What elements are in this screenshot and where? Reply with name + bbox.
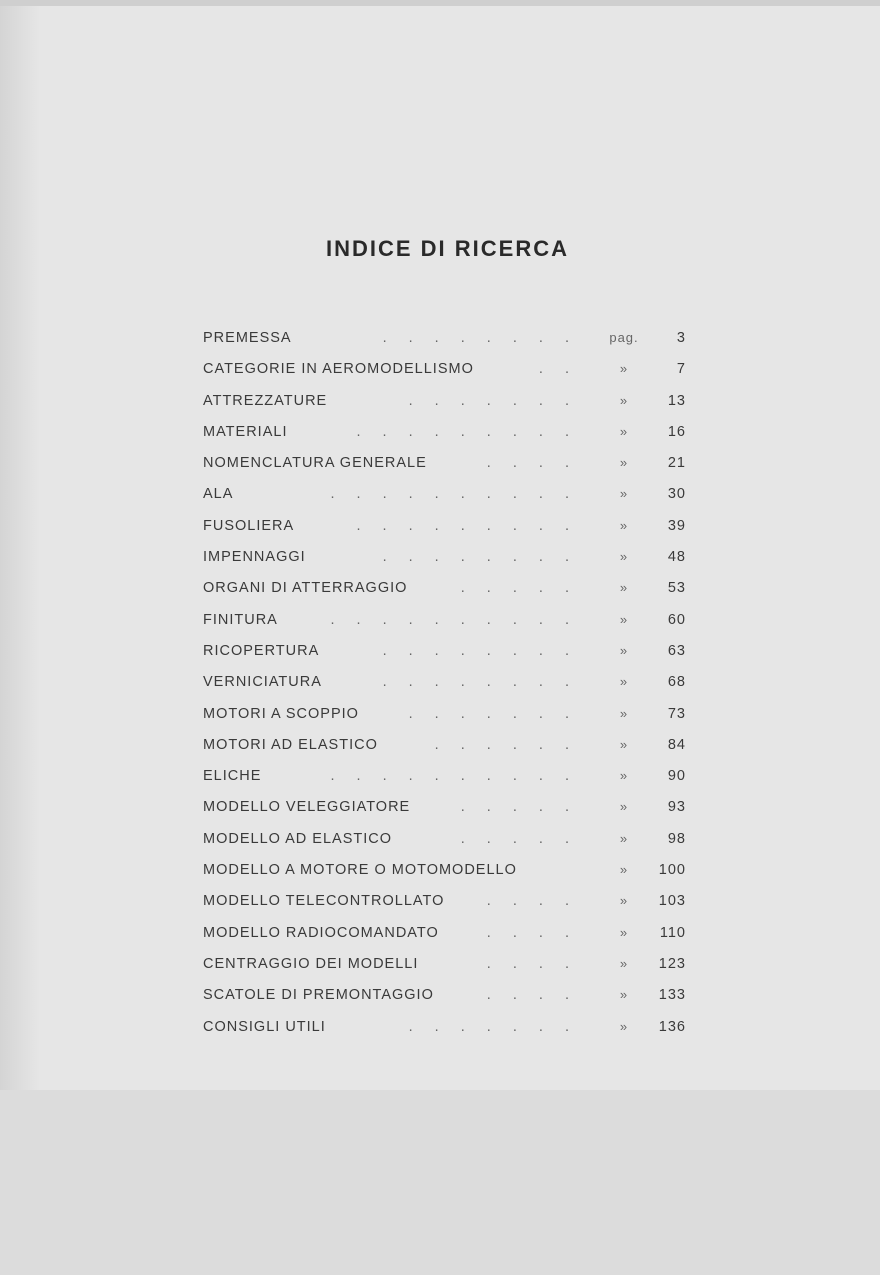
page-number: 16 [667,423,686,440]
leader-dots: . . . . . . . [408,392,578,409]
leader-dots: . . . . . . . [408,1018,578,1035]
page-number: 136 [658,1018,686,1035]
leader-dots: . . [538,361,578,378]
page-marker: » [619,392,629,408]
toc-entry [203,580,686,611]
toc-entry [203,393,686,424]
entry-label: ELICHE [203,768,262,785]
leader-dots: . . . . . . . . . . [330,611,578,628]
page-marker: » [619,830,629,846]
page-number: 30 [667,486,686,503]
page-number: 60 [667,611,686,628]
leader-dots: . . . . . . . . . [356,423,578,440]
entry-label: RICOPERTURA [203,642,320,659]
page-marker: » [619,862,629,878]
page-marker: » [619,893,629,909]
page-marker: pag. [609,330,639,345]
entry-label: MODELLO A MOTORE O MOTOMODELLO [203,862,517,879]
page-marker: » [619,1018,629,1034]
entry-label: MODELLO AD ELASTICO [203,830,393,847]
page-top-edge [0,0,880,6]
page-marker: » [619,674,629,690]
entry-label: MODELLO VELEGGIATORE [203,799,411,816]
page-marker: » [619,987,629,1003]
toc-entry [203,956,686,987]
page-bottom-shadow [0,1090,880,1275]
page-number: 93 [667,799,686,816]
entry-label: IMPENNAGGI [203,549,306,566]
toc-entry [203,643,686,674]
leader-dots: . . . . [486,955,578,972]
page-number: 63 [667,642,686,659]
leader-dots: . . . . . . . . [382,330,578,346]
table-of-contents [203,330,686,1050]
toc-entry [203,768,686,799]
page-marker: » [619,455,629,471]
page-number: 3 [676,330,686,346]
leader-dots: . . . . . [460,580,578,597]
toc-entry [203,831,686,862]
entry-label: MOTORI A SCOPPIO [203,705,359,722]
entry-label: CONSIGLI UTILI [203,1018,326,1035]
page-number: 48 [667,549,686,566]
page-number: 110 [659,924,686,941]
page-marker: » [619,705,629,721]
page-number: 68 [667,674,686,691]
page-marker: » [619,580,629,596]
page-marker: » [619,642,629,658]
page-number: 133 [658,987,686,1004]
entry-label: VERNICIATURA [203,674,322,691]
page-edge-shadow [0,0,40,1275]
page-marker: » [619,611,629,627]
page-number: 13 [667,392,686,409]
page-marker: » [619,955,629,971]
page-marker: » [619,486,629,502]
leader-dots: . . . . [486,893,578,910]
toc-entry [203,361,686,392]
entry-label: CENTRAGGIO DEI MODELLI [203,955,419,972]
toc-entry [203,862,686,893]
entry-label: MODELLO RADIOCOMANDATO [203,924,439,941]
page-number: 39 [667,517,686,534]
page-marker: » [619,517,629,533]
leader-dots: . . . . . . [434,736,578,753]
leader-dots: . . . . . [460,830,578,847]
toc-entry [203,486,686,517]
entry-label: MATERIALI [203,423,288,440]
leader-dots: . . . . . . . . [382,549,578,566]
page-marker: » [619,736,629,752]
toc-entry [203,612,686,643]
page-number: 7 [676,361,686,378]
leader-dots: . . . . . . . . . [356,517,578,534]
toc-entry [203,455,686,486]
page-marker: » [619,549,629,565]
page-number: 73 [667,705,686,722]
page-marker: » [619,799,629,815]
leader-dots: . . . . . . . . [382,674,578,691]
leader-dots: . . . . . . . . [382,642,578,659]
page-number: 100 [658,862,686,879]
toc-entry [203,518,686,549]
toc-entry [203,330,686,361]
leader-dots: . . . . [486,987,578,1004]
leader-dots: . . . . . . . . . . [330,486,578,503]
leader-dots: . . . . [486,455,578,472]
toc-entry [203,987,686,1018]
entry-label: ALA [203,486,234,503]
leader-dots: . . . . [486,924,578,941]
entry-label: ATTREZZATURE [203,392,328,409]
toc-entry [203,925,686,956]
toc-entry [203,706,686,737]
page-number: 98 [667,830,686,847]
toc-entry [203,799,686,830]
page-number: 53 [667,580,686,597]
entry-label: ORGANI DI ATTERRAGGIO [203,580,408,597]
entry-label: FINITURA [203,611,278,628]
leader-dots: . . . . . [460,799,578,816]
toc-entry [203,893,686,924]
entry-label: MODELLO TELECONTROLLATO [203,893,445,910]
page-number: 90 [667,768,686,785]
page-number: 103 [658,893,686,910]
page-marker: » [619,361,629,377]
entry-label: SCATOLE DI PREMONTAGGIO [203,987,434,1004]
leader-dots: . . . . . . . [408,705,578,722]
page-marker: » [619,768,629,784]
page-number: 21 [667,455,686,472]
toc-entry [203,737,686,768]
toc-entry [203,674,686,705]
entry-label: CATEGORIE IN AEROMODELLISMO [203,361,474,378]
entry-label: MOTORI AD ELASTICO [203,736,378,753]
toc-entry [203,1019,686,1050]
page-number: 84 [667,736,686,753]
entry-label: FUSOLIERA [203,517,295,534]
page-number: 123 [658,955,686,972]
entry-label: PREMESSA [203,330,292,346]
toc-entry [203,549,686,580]
entry-label: NOMENCLATURA GENERALE [203,455,427,472]
toc-entry [203,424,686,455]
page-marker: » [619,423,629,439]
page-marker: » [619,924,629,940]
page-title: INDICE DI RICERCA [325,236,569,261]
leader-dots: . . . . . . . . . . [330,768,578,785]
